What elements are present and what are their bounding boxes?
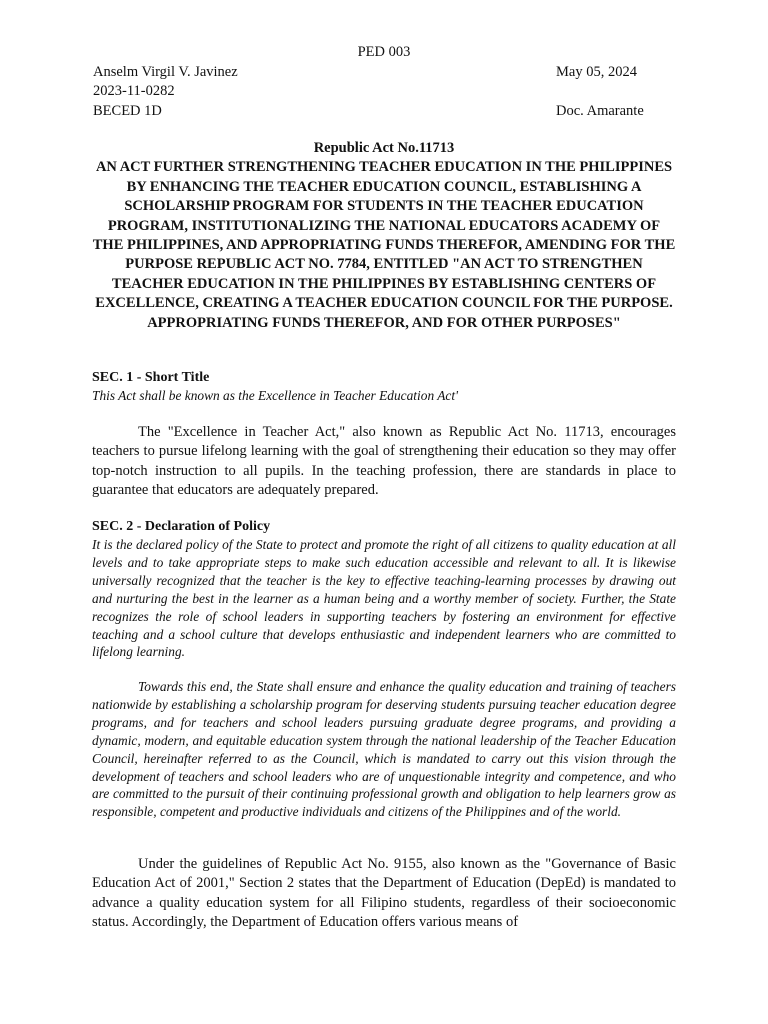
paragraph-1: The "Excellence in Teacher Act," also known as Republic Act No. 11713, encourages teachers to pursue lifelong learning with the goal of strengthening their education so they may offer top-notch instruction to all pupils. In the teaching profession, there are standards in place to guarantee that educators are adequately prepared. (92, 424, 676, 499)
student-id: 2023-11-0282 (93, 83, 175, 99)
act-number: Republic Act No.11713 (313, 140, 455, 156)
section-2-quote: It is the declared policy of the State to protect and promote the right of all citizens to quality education at all levels and to take appropriate steps to make such education accessible and relevant to all. It is likewise universally recognized that the teacher is the key to effective teaching-learning processes by drawing out and nurturing the best in the learner as a human being and a worthy member of society. Further, the State recognizes the role of school leaders in supporting teachers by fostering an environment for effective teaching and a school culture that develops enthusiastic and independent learners who are committed to lifelong learning. (92, 537, 676, 660)
instructor-name: Doc. Amarante (556, 103, 644, 119)
section-1-heading: SEC. 1 - Short Title (92, 370, 210, 385)
course-code: PED 003 (357, 44, 411, 60)
act-title: AN ACT FURTHER STRENGTHENING TEACHER EDUCATION IN THE PHILIPPINES BY ENHANCING THE TEACHER EDUCATION COUNCIL, ESTABLISHING A SCHOLARSHIP PROGRAM FOR STUDENTS IN THE TEACHER EDUCATION PROGRAM, INSTITUTIONALIZING THE NATIONAL EDUCATORS ACADEMY OF THE PHILIPPINES, AND APPROPRIATING FUNDS THEREFOR, AMENDING FOR THE PURPOSE REPUBLIC ACT NO. 7784, ENTITLED "AN ACT TO STRENGTHEN TEACHER EDUCATION IN THE PHILIPPINES BY ESTABLISHING CENTERS OF EXCELLENCE, CREATING A TEACHER EDUCATION COUNCIL FOR THE PURPOSE. APPROPRIATING FUNDS THEREFOR, AND FOR OTHER PURPOSES" (92, 159, 676, 331)
section-1-quote: This Act shall be known as the Excellence in Teacher Education Act' (92, 388, 458, 403)
section-1 (92, 369, 676, 405)
act-title-block (92, 139, 676, 333)
program-section: BECED 1D (93, 103, 162, 119)
section-2-quote-continued: Towards this end, the State shall ensure and enhance the quality education and training of teachers nationwide by establishing a scholarship program for deserving students pursuing teacher education degree programs, and for teachers and school leaders pursuing graduate degree programs, and providing a dynamic, modern, and equitable education system through the national leadership of the Teacher Education Council, hereinafter referred to as the Council, which is mandated to carry out this vision through the development of teachers and school leaders who are of unquestionable integrity and competence, and who are committed to the pursuit of their continuing professional growth and obligation to help learners grow as responsible, competent and productive individuals and citizens of the Philippines and of the world. (92, 679, 676, 820)
section-2 (92, 518, 676, 661)
section-2-heading: SEC. 2 - Declaration of Policy (92, 519, 271, 534)
submission-date: May 05, 2024 (556, 64, 637, 80)
student-name: Anselm Virgil V. Javinez (93, 64, 238, 80)
paragraph-3: Under the guidelines of Republic Act No. 9155, also known as the "Governance of Basic Education Act of 2001," Section 2 states that the Department of Education (DepEd) is mandated to advance a quality education system for all Filipino students, regardless of their socioeconomic status. Accordingly, the Department of Education offers various means of (92, 856, 676, 931)
